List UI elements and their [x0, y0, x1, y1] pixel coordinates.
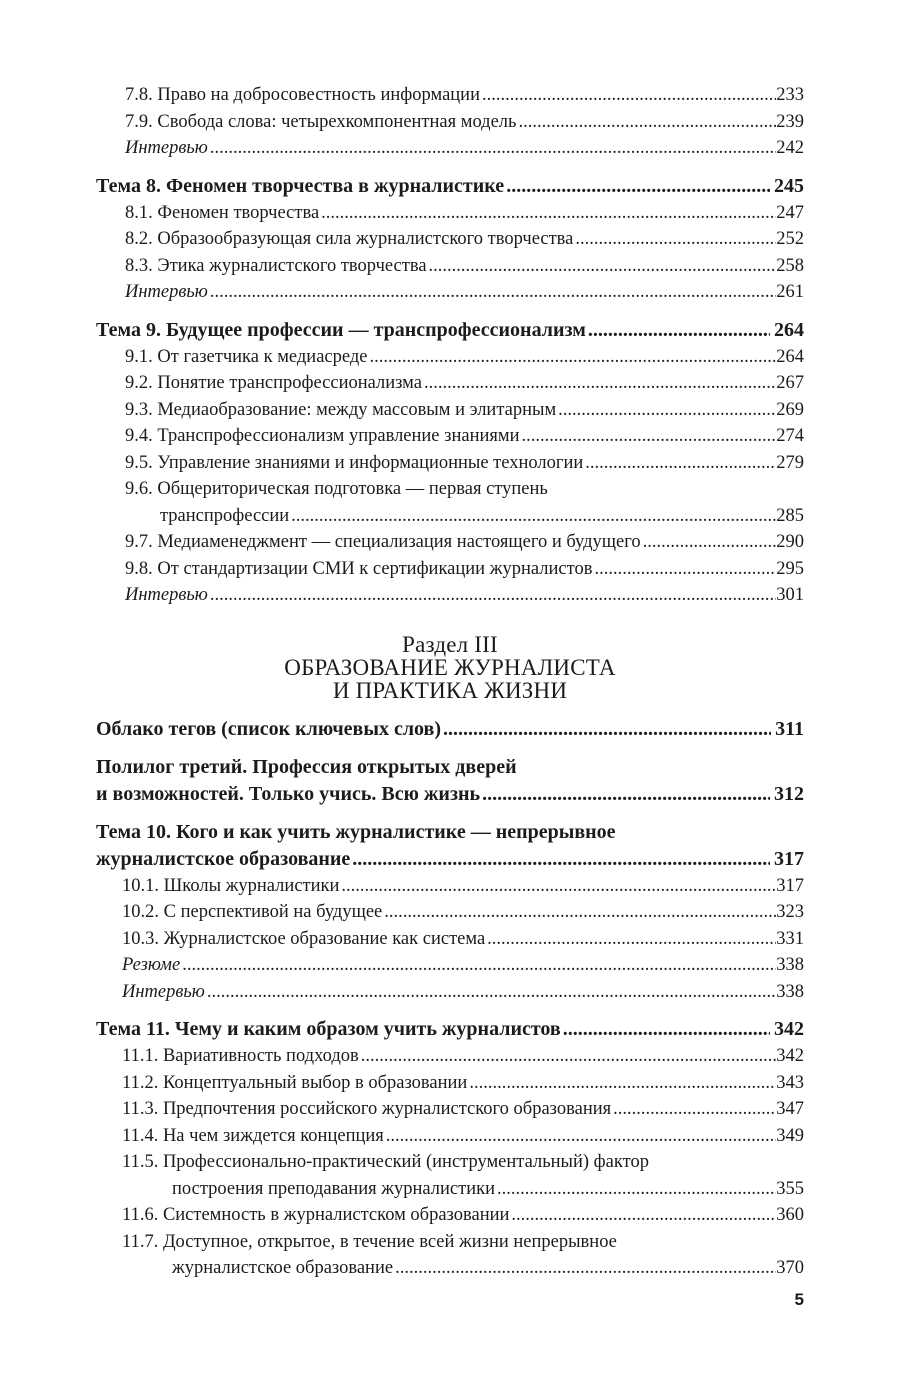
- toc-theme-page: 342: [774, 1018, 804, 1040]
- toc-entry-title: 11.4. На чем зиждется концепция: [122, 1125, 384, 1146]
- toc-entry-page: 264: [776, 346, 804, 367]
- leader-dots: [208, 135, 776, 162]
- leader-dots: [573, 226, 776, 253]
- toc-entry-10-3: [96, 926, 804, 953]
- leader-dots: [485, 926, 776, 953]
- leader-dots: [319, 200, 776, 227]
- toc-theme-10-line1: Тема 10. Кого и как учить журналистике — непрерывное: [96, 820, 616, 843]
- toc-theme-page: 317: [774, 847, 804, 870]
- toc-entry-title: построения преподавания журналистики: [172, 1178, 496, 1199]
- toc-entry-8-3: [96, 253, 804, 280]
- toc-entry-interview-8: [96, 279, 804, 306]
- toc-entry-page: 317: [776, 875, 804, 896]
- leader-dots: [393, 1255, 776, 1282]
- leader-dots: [611, 1096, 776, 1123]
- toc-entry-page: 355: [776, 1178, 804, 1199]
- toc-entry-title: 11.2. Концептуальный выбор в образовании: [122, 1072, 468, 1093]
- toc-entry-page: 343: [776, 1072, 804, 1093]
- toc-entry-title: транспрофессии: [160, 505, 290, 526]
- toc-entry-title: Интервью: [125, 138, 208, 158]
- toc-entry-page: 338: [776, 955, 804, 975]
- leader-dots: [208, 582, 776, 609]
- toc-entry-page: 295: [776, 558, 804, 579]
- toc-entry-9-4: [96, 423, 804, 450]
- leader-dots: [180, 952, 776, 979]
- toc-entry-page: 290: [776, 532, 804, 552]
- toc-entry-page: 347: [776, 1099, 804, 1119]
- toc-entry-title: 10.1. Школы журналистики: [122, 875, 340, 896]
- toc-polylog-line2: [96, 781, 804, 808]
- toc-entry-page: 274: [776, 426, 804, 446]
- leader-dots: [480, 82, 776, 109]
- toc-entry-title: 7.8. Право на добросовестность информации: [125, 85, 480, 105]
- toc-entry-11-7-line1: 11.7. Доступное, открытое, в течение всей жизни непрерывное: [122, 1231, 617, 1252]
- toc-theme-title: и возможностей. Только учись. Всю жизнь: [96, 782, 481, 805]
- toc-theme-8: [96, 173, 804, 200]
- leader-dots: [359, 1043, 776, 1070]
- toc-entry-9-8: [96, 556, 804, 583]
- leader-dots: [641, 529, 777, 556]
- toc-entry-title: 11.1. Вариативность подходов: [122, 1046, 359, 1066]
- toc-tags-cloud: [96, 716, 804, 743]
- toc-entry-page: 261: [776, 282, 804, 302]
- toc-theme-title: Облако тегов (список ключевых слов): [96, 717, 442, 740]
- toc-polylog-line1: Полилог третий. Профессия открытых дверей: [96, 755, 517, 778]
- toc-entry-page: 301: [776, 585, 804, 605]
- section-heading: [96, 633, 804, 702]
- toc-entry-interview-7: [96, 135, 804, 162]
- toc-entry-summary-10: [96, 952, 804, 979]
- section-title-line1: ОБРАЗОВАНИЕ ЖУРНАЛИСТА: [284, 654, 616, 680]
- toc-entry-title: 9.5. Управление знаниями и информационные технологии: [125, 452, 584, 473]
- leader-dots: [519, 423, 776, 450]
- toc-entry-page: 242: [776, 138, 804, 158]
- toc-entry-title: 10.3. Журналистское образование как система: [122, 928, 486, 949]
- leader-dots: [480, 781, 770, 808]
- toc-entry-page: 267: [776, 373, 804, 393]
- toc-entry-title: 9.7. Медиаменеджмент — специализация настоящего и будущего: [125, 532, 641, 552]
- toc-entry-8-2: [96, 226, 804, 253]
- toc-entry-page: 338: [776, 981, 804, 1002]
- leader-dots: [556, 397, 776, 424]
- toc-entry-title: Интервью: [125, 585, 208, 605]
- toc-entry-title: 11.3. Предпочтения российского журналистского образования: [122, 1099, 612, 1119]
- toc-entry-title: 8.3. Этика журналистского творчества: [125, 255, 427, 276]
- toc-entry-11-5-line2: [96, 1176, 804, 1203]
- toc-entry-9-2: [96, 370, 804, 397]
- toc-theme-9: [96, 317, 804, 344]
- toc-entry-9-3: [96, 397, 804, 424]
- leader-dots: [422, 370, 776, 397]
- leader-dots: [382, 899, 776, 926]
- section-title-line2: И ПРАКТИКА ЖИЗНИ: [332, 677, 568, 703]
- toc-entry-11-7-line2: [96, 1255, 804, 1282]
- leader-dots: [467, 1070, 776, 1097]
- toc-entry-page: 279: [776, 452, 804, 473]
- toc-theme-title: Тема 8. Феномен творчества в журналистике: [96, 174, 505, 197]
- toc-entry-11-1: [96, 1043, 804, 1070]
- toc-entry-title: 10.2. С перспективой на будущее: [122, 902, 383, 922]
- toc-theme-title: Тема 9. Будущее профессии — транспрофессионализм: [96, 318, 586, 341]
- toc-entry-9-6-line1: 9.6. Общериторическая подготовка — первая ступень: [125, 479, 548, 499]
- toc-entry-7-9: [96, 109, 804, 136]
- toc-entry-title: 9.3. Медиаобразование: между массовым и элитарным: [125, 399, 557, 420]
- leader-dots: [583, 450, 776, 477]
- toc-entry-title: 9.2. Понятие транспрофессионализма: [125, 373, 422, 393]
- leader-dots: [561, 1016, 770, 1043]
- leader-dots: [427, 253, 777, 280]
- toc-entry-title: Интервью: [125, 282, 208, 302]
- toc-theme-11: [96, 1016, 804, 1043]
- toc-theme-page: 264: [774, 318, 804, 341]
- toc-entry-title: Интервью: [122, 981, 205, 1002]
- toc-entry-page: 233: [776, 85, 804, 105]
- table-of-contents: [96, 82, 804, 1282]
- section-number: Раздел III: [402, 631, 498, 657]
- leader-dots: [509, 1202, 776, 1229]
- toc-theme-page: 311: [775, 717, 804, 740]
- toc-entry-title: журналистское образование: [172, 1258, 394, 1278]
- leader-dots: [592, 556, 776, 583]
- toc-entry-page: 360: [776, 1205, 804, 1225]
- toc-entry-11-5-line1: 11.5. Профессионально-практический (инструментальный) фактор: [122, 1152, 649, 1172]
- toc-entry-title: 11.6. Системность в журналистском образовании: [122, 1205, 510, 1225]
- toc-entry-page: 247: [776, 202, 804, 223]
- toc-entry-11-6: [96, 1202, 804, 1229]
- toc-entry-page: 285: [776, 505, 804, 526]
- toc-entry-title: 9.4. Транспрофессионализм управление знаниями: [125, 426, 520, 446]
- toc-entry-7-8: [96, 82, 804, 109]
- toc-entry-11-3: [96, 1096, 804, 1123]
- toc-entry-title: 9.8. От стандартизации СМИ к сертификации журналистов: [125, 558, 593, 579]
- leader-dots: [495, 1176, 776, 1203]
- toc-entry-page: 239: [776, 111, 804, 132]
- toc-entry-8-1: [96, 200, 804, 227]
- toc-entry-9-6-line2: [96, 503, 804, 530]
- toc-entry-10-2: [96, 899, 804, 926]
- leader-dots: [586, 317, 770, 344]
- toc-entry-page: 258: [776, 255, 804, 276]
- toc-entry-11-2: [96, 1070, 804, 1097]
- toc-entry-10-1: [96, 873, 804, 900]
- toc-entry-9-1: [96, 344, 804, 371]
- toc-entry-page: 349: [776, 1125, 804, 1146]
- toc-entry-9-5: [96, 450, 804, 477]
- leader-dots: [516, 109, 776, 136]
- leader-dots: [350, 846, 770, 873]
- toc-entry-page: 323: [776, 902, 804, 922]
- toc-entry-page: 331: [776, 928, 804, 949]
- toc-entry-page: 269: [776, 399, 804, 420]
- leader-dots: [289, 503, 776, 530]
- toc-entry-interview-10: [96, 979, 804, 1006]
- leader-dots: [208, 279, 776, 306]
- toc-theme-title: Тема 11. Чему и каким образом учить журналистов: [96, 1018, 561, 1040]
- leader-dots: [504, 173, 770, 200]
- toc-entry-title: 7.9. Свобода слова: четырехкомпонентная модель: [125, 111, 517, 132]
- leader-dots: [384, 1123, 776, 1150]
- toc-theme-title: журналистское образование: [96, 847, 351, 870]
- toc-entry-page: 370: [776, 1258, 804, 1278]
- leader-dots: [441, 716, 771, 743]
- toc-entry-page: 342: [776, 1046, 804, 1066]
- toc-entry-11-4: [96, 1123, 804, 1150]
- toc-entry-page: 252: [776, 229, 804, 249]
- toc-theme-page: 312: [774, 782, 804, 805]
- leader-dots: [339, 873, 776, 900]
- leader-dots: [367, 344, 776, 371]
- toc-entry-title: 8.2. Образообразующая сила журналистского творчества: [125, 229, 574, 249]
- toc-entry-interview-9: [96, 582, 804, 609]
- toc-theme-page: 245: [774, 174, 804, 197]
- toc-entry-title: 9.1. От газетчика к медиасреде: [125, 346, 368, 367]
- toc-entry-title: 8.1. Феномен творчества: [125, 202, 320, 223]
- leader-dots: [205, 979, 776, 1006]
- page-number: 5: [794, 1290, 804, 1309]
- toc-theme-10-line2: [96, 846, 804, 873]
- toc-entry-title: Резюме: [122, 955, 181, 975]
- toc-entry-9-7: [96, 529, 804, 556]
